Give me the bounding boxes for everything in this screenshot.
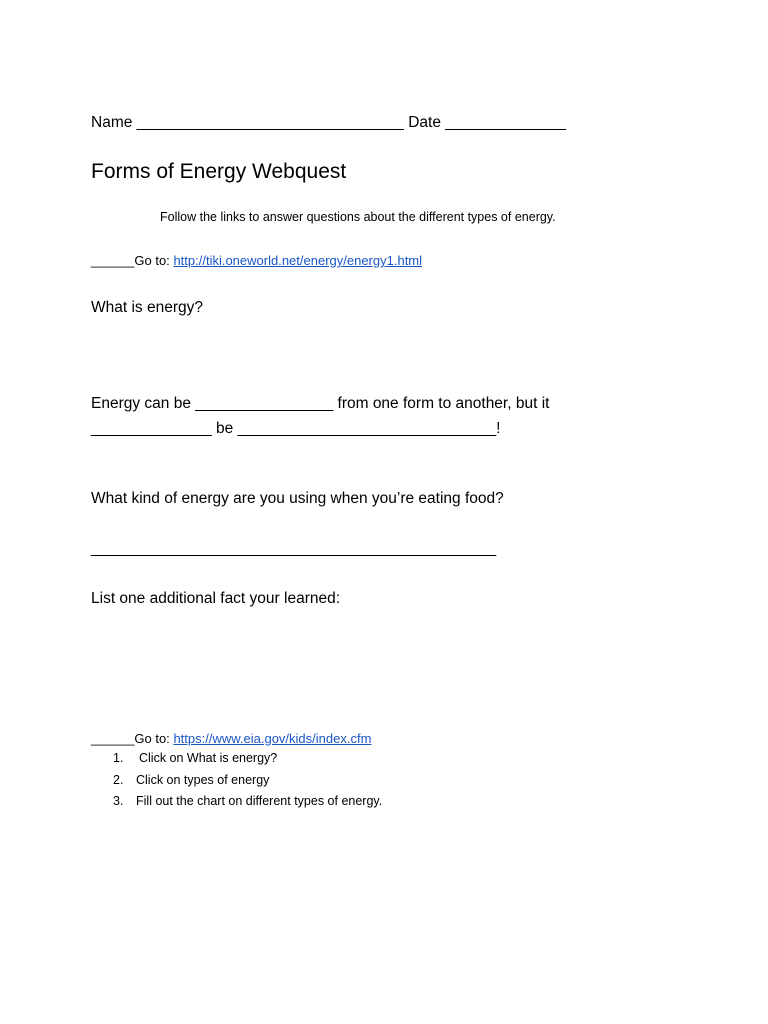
fill-text-4: ! — [496, 420, 501, 437]
goto-label-1: Go to: — [134, 253, 170, 268]
fill-blank-1[interactable]: ________________ — [195, 395, 334, 412]
tiki-energy-link[interactable]: http://tiki.oneworld.net/energy/energy1.html — [173, 253, 423, 268]
step-number: 2. — [113, 773, 124, 787]
goto-line-1 — [91, 253, 422, 268]
fill-text-1: Energy can be — [91, 395, 196, 412]
fill-sentence-line-2 — [91, 420, 500, 438]
intro-text: Follow the links to answer questions about the different types of energy. — [160, 210, 556, 224]
step-number: 1. — [113, 751, 124, 765]
page-title: Forms of Energy Webquest — [91, 160, 347, 183]
fill-text-3: be — [211, 420, 238, 437]
question-food-energy: What kind of energy are you using when you’re eating food? — [91, 490, 504, 507]
goto-line-2 — [91, 731, 371, 746]
step-text: Click on types of energy — [136, 773, 270, 787]
name-date-line — [91, 114, 566, 132]
fill-sentence-line-1 — [91, 395, 549, 413]
answer-line-food[interactable]: _______________________________________________ — [91, 540, 497, 557]
step-text: Click on What is energy? — [139, 751, 278, 765]
step-number: 3. — [113, 794, 124, 808]
step-text: Fill out the chart on different types of energy. — [136, 794, 383, 808]
fill-blank-2[interactable]: ______________ — [91, 420, 212, 437]
goto-label-2: Go to: — [134, 731, 170, 746]
fill-blank-3[interactable]: ______________________________ — [237, 420, 497, 437]
date-label: Date — [408, 114, 441, 131]
fill-text-2: from one form to another, but it — [333, 395, 550, 412]
name-label: Name — [91, 114, 133, 131]
question-what-is-energy: What is energy? — [91, 299, 203, 316]
eia-kids-link[interactable]: https://www.eia.gov/kids/index.cfm — [173, 731, 372, 746]
check-blank-1: ______ — [91, 253, 135, 268]
date-blank[interactable]: ______________ — [445, 114, 566, 131]
name-blank[interactable]: _______________________________ — [136, 114, 404, 131]
question-additional-fact: List one additional fact your learned: — [91, 590, 341, 607]
check-blank-2: ______ — [91, 731, 135, 746]
